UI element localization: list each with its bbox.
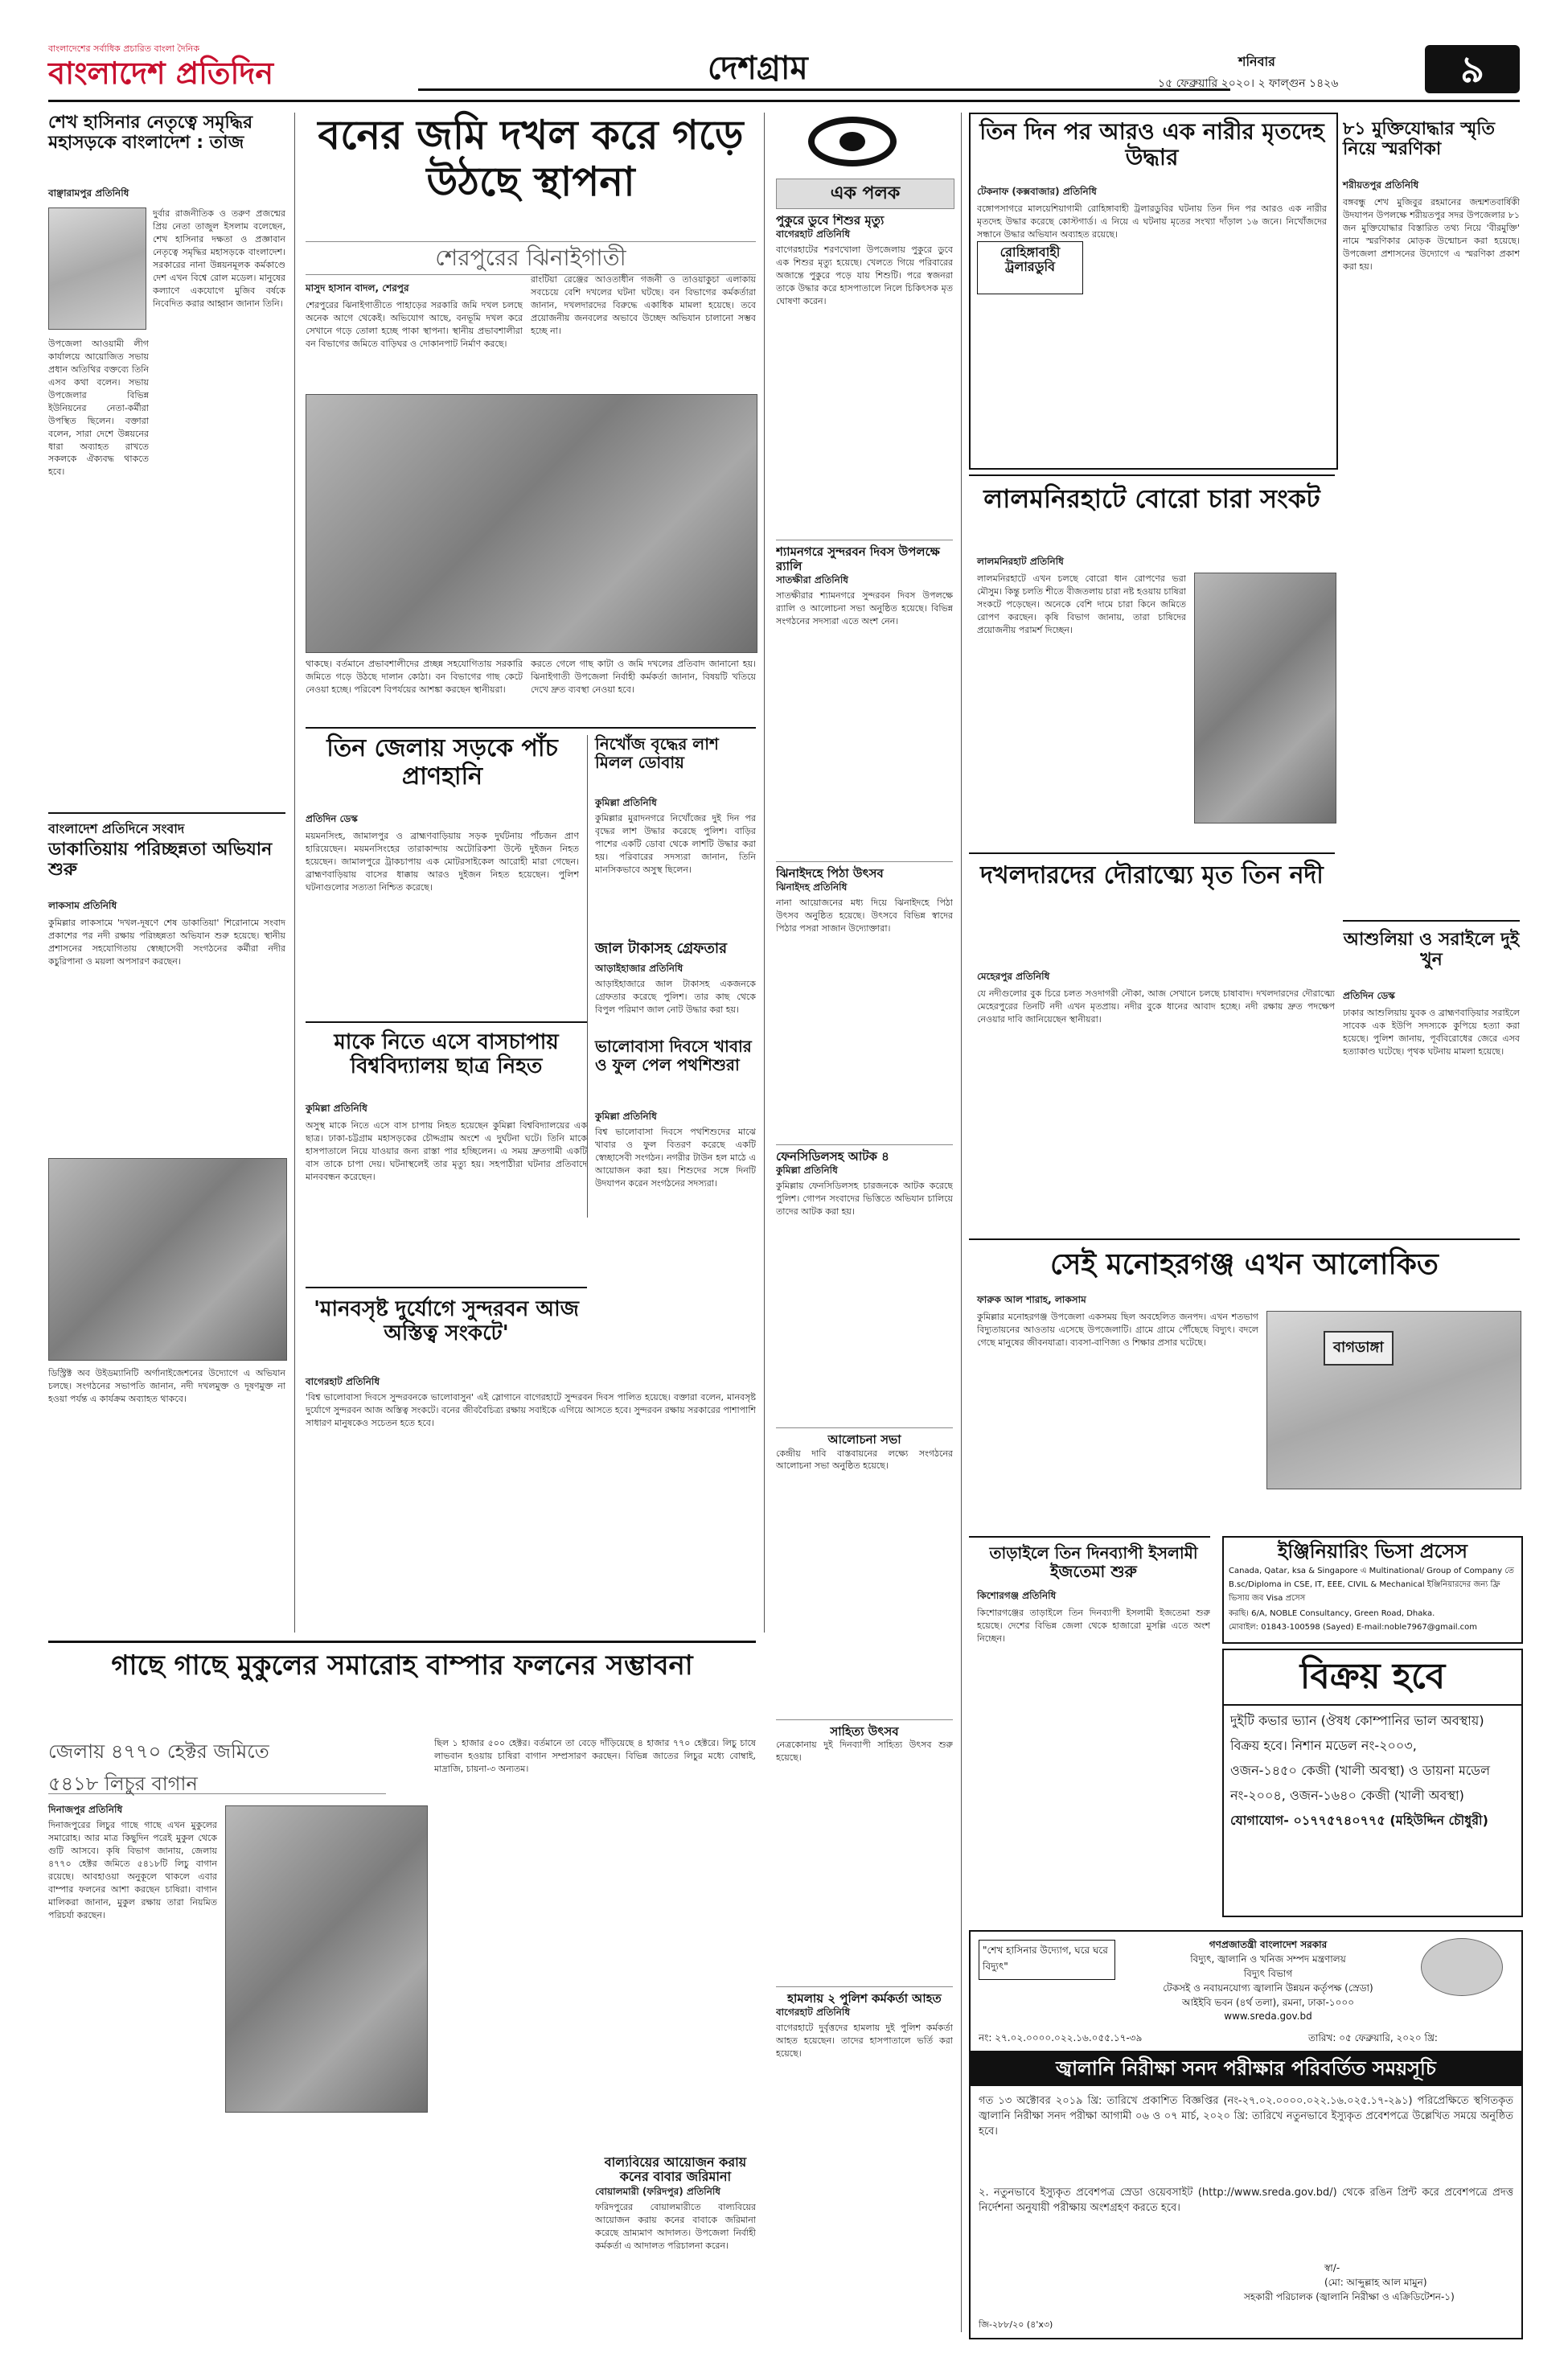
govt-ad-code: জি-২৮৮/২০ (৪'x৩) [979, 2319, 1053, 2330]
byline-manohargonj: ফারুক আল শারাহ, লাকসাম [977, 1294, 1086, 1305]
page-number [1425, 45, 1520, 93]
brief-body: বাগেরহাটে দুর্বৃত্তদের হামলায় দুই পুলিশ কর্মকর্তা আহত হয়েছেন। তাদের হাসপাতালে ভর্তি করা হয়েছে। [776, 2023, 953, 2059]
govt-emblem [1421, 1938, 1503, 1996]
brief-headline: হামলায় ২ পুলিশ কর্মকর্তা আহত [787, 1990, 942, 2006]
ek-palak-title: এক পলক [830, 183, 901, 203]
govt-org-4: টেকসই ও নবায়নযোগ্য জ্বালানি উন্নয়ন কর্তৃপক্ষ (স্রেডা) [1163, 1982, 1373, 1994]
lead-kicker [306, 241, 756, 275]
lychee-divider [48, 1641, 756, 1643]
child-marriage-body: ফরিদপুরের বোয়ালমারীতে বাল্যবিয়ের আয়োজন করায় কনের বাবাকে জরিমানা করেছে ভ্রাম্যমাণ আদালত। উপজেলা নির্বাহী কর্মকর্তা এ আদালত পরিচালনা করেন। [595, 2201, 756, 2251]
article-body-lychee: দিনাজপুরের লিচুর গাছে গাছে এখন মুকুলের সমারোহ। আর মাত্র কিছুদিন পরেই মুকুল থেকে গুটি আসবে। কৃষি বিভাগ জানায়, জেলায় ৪৭৭০ হেক্টর জমিতে ৫৪১৮টি লিচু বাগান রয়েছে। আবহাওয়া অনুকূলে থাকলে এবার বাম্পার ফলনের আশা করছেন চাষিরা। বাগান মালিকরা জানান, মুকুল রক্ষায় তারা নিয়মিত পরিচর্যা করছেন। [48, 1820, 217, 1920]
headline-three-days: তিন দিন পর আরও এক নারীর মৃতদেহ উদ্ধার [979, 118, 1324, 171]
govt-org-5: আইইবি ভবন (৪র্থ তলা), রমনা, ঢাকা-১০০০ [1182, 1997, 1354, 2008]
road-vrule [587, 735, 588, 1218]
sale-ad-line-2: বিক্রয় হবে। নিশান মডেল নং-২০০৩, [1230, 1737, 1417, 1753]
headline-lychee: গাছে গাছে মুকুলের সমারোহ বাম্পার ফলনের সম্ভাবনা [111, 1649, 693, 1682]
brief-body: কেন্দ্রীয় দাবি বাস্তবায়নের লক্ষ্যে সংগঠনের আলোচনা সভা অনুষ্ঠিত হয়েছে। [776, 1448, 953, 1472]
govt-notice-ad [969, 1930, 1523, 2339]
issue-date: ১৫ ফেব্রুয়ারি ২০২০। ২ ফাল্গুন ১৪২৬ [1158, 77, 1339, 90]
brief-item [776, 1144, 953, 1421]
col1-section-label: বাংলাদেশ প্রতিদিনে সংবাদ [48, 821, 185, 836]
brief-body: সাতক্ষীরার শ্যামনগরে সুন্দরবন দিবস উপলক্ষে র‌্যালি ও আলোচনা সভা অনুষ্ঠিত হয়েছে। বিভিন্ন সংগঠনের সদস্যরা এতে অংশ নেন। [776, 589, 953, 626]
article-body-col1-b: উপজেলা আওয়ামী লীগ কার্যালয়ে আয়োজিত সভায় প্রধান অতিথির বক্তব্যে তিনি এসব কথা বলেন। সভায় উপজেলার বিভিন্ন ইউনিয়নের নেতা-কর্মীরা উপস্থিত ছিলেন। বক্তারা বলেন, সারা দেশে উন্নয়নের ধারা অব্যাহত রাখতে সকলকে ঐক্যবদ্ধ থাকতে হবে। [48, 339, 149, 478]
headline-missing: নিখোঁজ বৃদ্ধের লাশ মিলল ডোবায় [595, 734, 719, 772]
brief-byline: বাগেরহাট প্রতিনিধি [776, 228, 851, 240]
lead-kicker-text: শেরপুরের ঝিনাইগাতী [435, 244, 626, 271]
sundarban-divider [306, 1287, 587, 1288]
lychee-tree-photo [225, 1805, 428, 2113]
ek-palak-list [776, 214, 953, 2337]
brief-item [776, 861, 953, 1138]
headline-rivers: দখলদারদের দৌরাত্ম্যে মৃত তিন নদী [980, 861, 1324, 889]
sale-ad-line-3: ওজন-১৪৫০ কেজী (খালী অবস্থা) ও ডায়না মডেল [1230, 1762, 1491, 1778]
govt-memo-no: নং: ২৭.০২.০০০০.০২২.১৬.০৫৫.১৭-৩৯ [979, 2032, 1143, 2043]
lead-body-a: শেরপুরের ঝিনাইগাতীতে পাহাড়ের সরকারি জমি দখল চলছে অনেক আগে থেকেই। অভিযোগ আছে, বনভূমি দখল করে সেখানে গড়ে তোলা হচ্ছে পাকা স্থাপনা। স্থানীয় প্রভাবশালীরা বন বিভাগের জমিতে বাড়িঘর ও দোকানপাট নির্মাণ করছে। [306, 300, 523, 349]
govt-para-2: ২. নতুনভাবে ইস্যুকৃত প্রবেশপত্র স্রেডা ওয়েবসাইট (http://www.sreda.gov.bd/) থেকে রঙিন প্রিন্ট করে প্রবেশপত্রে প্রদত্ত নির্দেশনা অনুযায়ী পরীক্ষায় অংশগ্রহণ করতে হবে। [979, 2187, 1513, 2214]
article-body-rivers: যে নদীগুলোর বুক চিরে চলত সওদাগরী নৌকা, আজ সেখানে চলছে চাষাবাদ। দখলদারদের দৌরাত্ম্যে মেহেরপুরের তিনটি নদী এখন মৃতপ্রায়। নদীর বুকে ধানের আবাদ হচ্ছে। নদী রক্ষায় দ্রুত পদক্ষেপ নেওয়ার দাবি জানিয়েছেন স্থানীয়রা। [977, 988, 1335, 1025]
byline-student: কুমিল্লা প্রতিনিধি [306, 1103, 367, 1114]
brief-headline: ঝিনাইদহে পিঠা উৎসব [776, 865, 884, 881]
brief-headline: ফেনসিডিলসহ আটক ৪ [776, 1149, 889, 1164]
brief-byline: সাতক্ষীরা প্রতিনিধি [776, 573, 848, 585]
brief-body: নেত্রকোনায় দুই দিনব্যাপী সাহিত্য উৎসব শুরু হয়েছে। [776, 1739, 953, 1763]
ekpalak-vrule [961, 113, 962, 2332]
visa-ad [1222, 1536, 1523, 1644]
headline-valentine: ভালোবাসা দিবসে খাবার ও ফুল পেল পথশিশুরা [595, 1037, 752, 1074]
sale-ad [1222, 1649, 1523, 1917]
govt-memo-date: তারিখ: ০৫ ফেব্রুয়ারি, ২০২০ খ্রি: [1308, 2032, 1438, 2043]
brief-headline: আলোচনা সভা [827, 1432, 901, 1448]
byline-three-days: টেকনাফ (কক্সবাজার) প্রতিনিধি [977, 186, 1097, 197]
brief-byline: কুমিল্লা প্রতিনিধি [776, 1164, 838, 1177]
headline-dakatia: ডাকাতিয়ায় পরিচ্ছন্নতা অভিযান শুরু [48, 840, 273, 881]
headline-manohargonj: সেই মনোহরগঞ্জ এখন আলোকিত [1050, 1248, 1439, 1281]
child-marriage-headline: বাল্যবিয়ের আয়োজন করায় কনের বাবার জরিমানা [604, 2155, 747, 2185]
lychee-kicker-1: জেলায় ৪৭৭০ হেক্টর জমিতে [48, 1740, 269, 1763]
lead-vrule [764, 113, 765, 1633]
article-body-sundarban: 'বিশ্ব ভালোবাসা দিবসে সুন্দরবনকে ভালোবাসুন' এই স্লোগানে বাগেরহাটে সুন্দরবন দিবস পালিত হয়েছে। বক্তারা বলেন, মানবসৃষ্ট দুর্যোগে সুন্দরবন আজ অস্তিত্ব সংকটে। বনের জীববৈচিত্র্য রক্ষায় সবাইকে এগিয়ে আসতে হবে। সুন্দরবন রক্ষায় সরকারের পাশাপাশি সাধারণ মানুষকেও সচেতন হতে হবে। [306, 1392, 756, 1428]
article-body-three-days: বঙ্গোপসাগরে মালয়েশিয়াগামী রোহিঙ্গাবাহী ট্রলারডুবির ঘটনায় তিন দিন পর আরও এক নারীর মৃতদেহ উদ্ধার করেছে কোস্টগার্ড। এ নিয়ে এ ঘটনায় মৃতের সংখ্যা দাঁড়াল ১৬ জনে। নিখোঁজদের সন্ধানে উদ্ধার অভিযান অব্যাহত রয়েছে। [977, 203, 1327, 240]
lychee-kicker-2: ৫৪১৮ লিচুর বাগান [48, 1772, 198, 1795]
rohingya-inset-text: রোহিঙ্গাবাহী ট্রলারডুবি [999, 244, 1061, 275]
masthead-tagline: বাংলাদেশের সর্বাধিক প্রচারিত বাংলা দৈনিক [48, 43, 200, 54]
article-body-valentine: বিশ্ব ভালোবাসা দিবসে পথশিশুদের মাঝে খাবার ও ফুল বিতরণ করেছে একটি স্বেচ্ছাসেবী সংগঠন। নগরীর টাউন হল মাঠে এ আয়োজন করা হয়। শিশুদের সঙ্গে দিনটি উদযাপন করেন সংগঠনের সদস্যরা। [595, 1127, 756, 1189]
article-body-col1-a: দুর্বার রাজনীতিক ও তরুণ প্রজন্মের প্রিয় নেতা তাজুল ইসলাম বলেছেন, শেখ হাসিনার দক্ষতা ও প্রজ্ঞাবান নেতৃত্বে সমৃদ্ধির মহাসড়কে বাংলাদেশ। সরকারের নানা উন্নয়নমূলক কর্মকাণ্ডে দেশ এখন বিশ্বে রোল মডেল। মানুষের কল্যাণে একযোগে মুজিব বর্ষকে নিবেদিত করার আহ্বান জানান তিনি। [153, 208, 285, 309]
govt-org-1: গণপ্রজাতন্ত্রী বাংলাদেশ সরকার [1209, 1939, 1328, 1950]
lychee-tail [48, 2163, 587, 2332]
lead-body-c: থাকছে। বর্তমানে প্রভাবশালীদের প্রচ্ছন্ন সহযোগিতায় সরকারি জমিতে গড়ে উঠছে দালান কোঠা। বন বিভাগের গাছ কেটে নেওয়া হচ্ছে। পরিবেশ বিপর্যয়ের আশঙ্কা করছেন স্থানীয়রা। [306, 659, 523, 695]
sale-ad-line-5: যোগাযোগ- ০১৭৭৫৭৪০৭৭৫ (মহিউদ্দিন চৌধুরী) [1230, 1812, 1488, 1828]
byline-sundarban: বাগেরহাট প্রতিনিধি [306, 1376, 380, 1387]
masthead-divider [48, 100, 1520, 102]
brief-byline: বাগেরহাট প্রতিনিধি [776, 2006, 851, 2018]
village-sign-photo [1266, 1311, 1521, 1489]
article-body-manohargonj: কুমিল্লার মনোহরগঞ্জ উপজেলা একসময় ছিল অবহেলিত জনপদ। এখন শতভাগ বিদ্যুতায়নের আওতায় এসেছে উপজেলাটি। গ্রামে গ্রামে পৌঁছেছে বিদ্যুৎ। বদলে গেছে মানুষের জীবনযাত্রা। ব্যবসা-বাণিজ্য ও শিক্ষার প্রসার ঘটেছে। [977, 1312, 1258, 1348]
visa-ad-title: ইঞ্জিনিয়ারিং ভিসা প্রসেস [1277, 1540, 1468, 1563]
lychee-kicker-box [48, 1737, 386, 1794]
rohingya-inset [977, 241, 1083, 294]
byline-lychee: দিনাজপুর প্রতিনিধি [48, 1804, 123, 1815]
byline-rivers: মেহেরপুর প্রতিনিধি [977, 971, 1050, 982]
headline-sundarban: 'মানবসৃষ্ট দুর্যোগে সুন্দরবন আজ অস্তিত্ব সংকটে' [314, 1297, 579, 1345]
article-body-dakatia-2: ডিস্ট্রিক্ট অব উইডম্যানিটি অর্গানাইজেশনের উদ্যোগে এ অভিযান চলছে। সংগঠনের সভাপতি জানান, নদী দখলমুক্ত ও দূষণমুক্ত না হওয়া পর্যন্ত এ কার্যক্রম অব্যাহত থাকবে। [48, 1368, 285, 1404]
forest-land-photo [306, 394, 757, 653]
brief-body: কুমিল্লায় ফেনসিডিলসহ চারজনকে আটক করেছে পুলিশ। গোপন সংবাদের ভিত্তিতে অভিযান চালিয়ে তাদের আটক করা হয়। [776, 1181, 953, 1218]
article-body-lalmonirhat: লালমনিরহাটে এখন চলছে বোরো ধান রোপণের ভরা মৌসুম। কিন্তু চলতি শীতে বীজতলায় চারা নষ্ট হওয়ায় চাষিরা সংকটে পড়েছেন। অনেকে বেশি দামে চারা কিনে জমিতে রোপণ করছেন। কৃষি বিভাগ জানায়, তারা চাষিদের প্রয়োজনীয় পরামর্শ দিচ্ছেন। [977, 573, 1186, 635]
byline-road: প্রতিদিন ডেস্ক [306, 813, 358, 824]
brief-item [776, 1427, 953, 1712]
brief-body: নানা আয়োজনের মধ্য দিয়ে ঝিনাইদহে পিঠা উৎসব অনুষ্ঠিত হয়েছে। উৎসবে বিভিন্ন স্বাদের পিঠার পসরা সাজান উদ্যোক্তারা। [776, 897, 953, 934]
student-divider [306, 1021, 587, 1023]
headline-murder: আশুলিয়া ও সরাইলে দুই খুন [1343, 930, 1520, 971]
brief-body: বাগেরহাটের শরণখোলা উপজেলায় পুকুরে ডুবে এক শিশুর মৃত্যু হয়েছে। খেলতে গিয়ে পরিবারের অজান্তে পুকুরে পড়ে যায় শিশুটি। পরে স্বজনরা তাকে উদ্ধার করে হাসপাতালে নিলে চিকিৎসক মৃত ঘোষণা করেন। [776, 244, 953, 306]
brief-item [776, 1986, 953, 2183]
article-body-ijtema: কিশোরগঞ্জের তাড়াইলে তিন দিনব্যাপী ইসলামী ইজতেমা শুরু হয়েছে। দেশের বিভিন্ন জেলা থেকে হাজারো মুসল্লি এতে অংশ নিচ্ছেন। [977, 1608, 1210, 1644]
byline-murder: প্রতিদিন ডেস্ক [1343, 990, 1395, 1001]
byline-valentine: কুমিল্লা প্রতিনিধি [595, 1111, 657, 1122]
article-body-missing: কুমিল্লার মুরাদনগরে নিখোঁজের দুই দিন পর বৃদ্ধের লাশ উদ্ধার করেছে পুলিশ। বাড়ির পাশের একটি ডোবা থেকে লাশটি উদ্ধার করা হয়। পরিবারের সদস্যরা জানান, তিনি মানসিকভাবে অসুস্থ ছিলেন। [595, 813, 756, 875]
headline-freedom-fighters: ৮১ মুক্তিযোদ্ধার স্মৃতি নিয়ে স্মরণিকা [1343, 119, 1496, 160]
govt-slogan: "শেখ হাসিনার উদ্যোগ, ঘরে ঘরে বিদ্যুৎ" [979, 1940, 1115, 1980]
govt-sign-2: (মো: আব্দুল্লাহ আল মামুন) [1324, 2277, 1427, 2288]
newspaper-logo: বাংলাদেশ প্রতিদিন [48, 55, 274, 91]
article-body-lychee-2: ছিল ১ হাজার ৫০০ হেক্টর। বর্তমানে তা বেড়ে দাঁড়িয়েছে ৪ হাজার ৭৭০ হেক্টরে। লিচু চাষে লাভবান হওয়ায় চাষিরা বাগান সম্প্রসারণ করছেন। বিভিন্ন জাতের লিচুর মধ্যে বোম্বাই, মাদ্রাজি, চায়না-৩ অন্যতম। [434, 1738, 756, 1774]
brief-byline: ঝিনাইদহ প্রতিনিধি [776, 881, 848, 893]
seedling-photo [1194, 573, 1336, 824]
headline-fake-money: জাল টাকাসহ গ্রেফতার [595, 940, 728, 957]
sale-ad-line-4: নং-২০০৪, ওজন-১৬৪০ কেজী (খালী অবস্থা) [1230, 1787, 1464, 1803]
visa-ad-line-3: মোবাইল: 01843-100598 (Sayed) E-mail:noble7967@gmail.com [1229, 1622, 1478, 1632]
page-number-text: ৯ [1460, 47, 1484, 91]
govt-org-3: বিদ্যুৎ বিভাগ [1243, 1968, 1293, 1979]
rivers-divider [969, 852, 1335, 854]
govt-notice-title: জ্বালানি নিরীক্ষা সনদ পরীক্ষার পরিবর্তিত সময়সূচি [971, 2051, 1521, 2086]
byline-laksam: লাকসাম প্রতিনিধি [48, 900, 117, 911]
ijtema-divider [969, 1536, 1210, 1538]
eye-icon [808, 117, 897, 166]
headline-ijtema: তাড়াইলে তিন দিনব্যাপী ইসলামী ইজতেমা শুরু [989, 1543, 1198, 1581]
visa-ad-line-2: করছি। 6/A, NOBLE Consultancy, Green Road, Dhaka. [1229, 1608, 1435, 1618]
politician-photo [48, 207, 146, 330]
col1-divider [48, 812, 285, 814]
visa-ad-line-1: Canada, Qatar, ksa & Singapore এ Multinational/ Group of Company তে B.sc/Diploma in CSE, IT, EEE, CIVIL & Mechanical ইঞ্জিনিয়ারদের জন্য ফ্রি ভিসায় জব Visa প্রসেস [1229, 1566, 1514, 1603]
govt-para-1: গত ১৩ অক্টোবর ২০১৯ খ্রি: তারিখে প্রকাশিত বিজ্ঞপ্তির (নং-২৭.০২.০০০০.০২২.১৬.০২৫.১৭-২৯১) পরিপ্রেক্ষিতে স্থগিতকৃত জ্বালানি নিরীক্ষা সনদ পরীক্ষা আগামী ০৬ ও ০৭ মার্চ, ২০২০ খ্রি: তারিখে নতুনভাবে ইস্যুকৃত প্রবেশপত্রে উল্লেখিত সময়ে অনুষ্ঠিত হবে। [979, 2095, 1513, 2138]
manohar-divider [969, 1238, 1520, 1240]
child-marriage-byline: বোয়ালমারী (ফরিদপুর) প্রতিনিধি [595, 2185, 721, 2197]
govt-org-2: বিদ্যুৎ, জ্বালানি ও খনিজ সম্পদ মন্ত্রণালয় [1190, 1953, 1346, 1965]
govt-org-6: www.sreda.gov.bd [1224, 2011, 1312, 2022]
byline-ijtema: কিশোরগঞ্জ প্রতিনিধি [977, 1590, 1057, 1601]
section-title: দেশগ্রাম [708, 50, 808, 87]
headline-lalmonirhat: লালমনিরহাটে বোরো চারা সংকট [983, 483, 1320, 514]
brief-headline: সাহিত্য উৎসব [830, 1723, 899, 1739]
article-body-dakatia: কুমিল্লার লাকসামে 'দখল-দূষণে শেষ ডাকাতিয়া' শিরোনামে সংবাদ প্রকাশের পর নদী রক্ষায় পরিচ্ছন্নতা অভিযান শুরু হয়েছে। স্থানীয় প্রশাসনের সহযোগিতায় স্বেচ্ছাসেবী সংগঠনের কর্মীরা নদীর কচুরিপানা ও ময়লা অপসারণ করছেন। [48, 918, 285, 967]
byline-missing: কুমিল্লা প্রতিনিধি [595, 797, 657, 808]
headline-student-killed: মাকে নিতে এসে বাসচাপায় বিশ্ববিদ্যালয় ছাত্র নিহত [334, 1030, 559, 1078]
village-sign-text: বাগডাঙ্গা [1324, 1331, 1394, 1366]
article-body-murder: ঢাকার আশুলিয়ায় যুবক ও ব্রাহ্মণবাড়িয়ার সরাইলে সাবেক এক ইউপি সদস্যকে কুপিয়ে হত্যা করা হয়েছে। পুলিশ জানায়, পূর্ববিরোধের জেরে এসব হত্যাকাণ্ড ঘটেছে। পৃথক ঘটনায় মামলা হয়েছে। [1343, 1008, 1520, 1057]
byline-lalmonirhat: লালমনিরহাট প্রতিনিধি [977, 556, 1064, 567]
child-marriage-block [595, 2155, 756, 2332]
issue-day: শনিবার [1238, 54, 1275, 69]
article-body-student: অসুস্থ মাকে নিতে এসে বাস চাপায় নিহত হয়েছেন কুমিল্লা বিশ্ববিদ্যালয়ের এক ছাত্র। ঢাকা-চট্টগ্রাম মহাসড়কের চৌদ্দগ্রাম অংশে এ দুর্ঘটনা ঘটে। তিনি মাকে হাসপাতালে নিয়ে যাওয়ার জন্য রাস্তা পার হচ্ছিলেন। এ সময় দ্রুতগামী একটি বাস তাকে চাপা দেয়। ঘটনাস্থলেই তার মৃত্যু হয়। সহপাঠীরা ঘটনার প্রতিবাদে মানববন্ধন করেছেন। [306, 1120, 587, 1182]
brief-item [776, 540, 953, 855]
lead-byline: মাসুদ হাসান বাদল, শেরপুর [306, 282, 409, 294]
lalmonirhat-divider [969, 474, 1335, 476]
col1-vrule [294, 113, 295, 1633]
article-body-fake-money: আড়াইহাজারে জাল টাকাসহ একজনকে গ্রেফতার করেছে পুলিশ। তার কাছ থেকে বিপুল পরিমাণ জাল নোট উদ্ধার করা হয়। [595, 979, 756, 1015]
byline-banchharampur: বাঞ্ছারামপুর প্রতিনিধি [48, 187, 129, 199]
govt-sign-3: সহকারী পরিচালক (জ্বালানি নিরীক্ষা ও এক্রিডিটেশন-১) [1244, 2291, 1455, 2302]
lead-body-d: করতে গেলে গাছ কাটা ও জমি দখলের প্রতিবাদ জানানো হয়। ঝিনাইগাতী উপজেলা নির্বাহী কর্মকর্তা জানান, বিষয়টি খতিয়ে দেখে দ্রুত ব্যবস্থা নেওয়া হবে। [531, 659, 756, 695]
headline-road-accidents: তিন জেলায় সড়কে পাঁচ প্রাণহানি [326, 734, 558, 791]
lead-divider [306, 727, 756, 729]
brief-item [776, 214, 953, 533]
govt-sign-1: স্বা/- [1324, 2262, 1340, 2273]
murder-divider [1343, 920, 1520, 922]
ek-palak-banner [776, 179, 954, 209]
brief-headline: পুকুরে ডুবে শিশুর মৃত্যু [776, 214, 885, 228]
byline-fake-money: আড়াইহাজার প্রতিনিধি [595, 963, 683, 974]
sale-ad-line-1: দুইটি কভার ভ্যান (ঔষধ কোম্পানির ভাল অবস্থায়) [1230, 1712, 1484, 1728]
sale-ad-title: বিক্রয় হবে [1224, 1650, 1521, 1706]
lead-headline: বনের জমি দখল করে গড়ে উঠছে স্থাপনা [318, 112, 744, 205]
byline-freedom: শরীয়তপুর প্রতিনিধি [1343, 179, 1419, 191]
headline-sheikh-hasina: শেখ হাসিনার নেতৃত্বে সমৃদ্ধির মহাসড়কে বাংলাদেশ : তাজ [48, 113, 253, 154]
article-body-freedom: বঙ্গবন্ধু শেখ মুজিবুর রহমানের জন্মশতবার্ষিকী উদযাপন উপলক্ষে শরীয়তপুর সদর উপজেলার ৮১ জন মুক্তিযোদ্ধার বিস্তারিত তথ্য নিয়ে 'বীরমুক্তি' নামে স্মরণিকার মোড়ক উন্মোচন করা হয়েছে। উপজেলা প্রশাসনের উদ্যোগে এ স্মরণিকা প্রকাশ করা হয়। [1343, 197, 1520, 272]
cleanup-photo [48, 1158, 287, 1361]
brief-headline: শ্যামনগরে সুন্দরবন দিবস উপলক্ষে র‌্যালি [776, 544, 940, 573]
brief-item [776, 1719, 953, 1980]
section-banner [418, 47, 1230, 91]
article-body-road: ময়মনসিংহ, জামালপুর ও ব্রাহ্মণবাড়িয়ায় সড়ক দুর্ঘটনায় পাঁচজন প্রাণ হারিয়েছেন। ময়মনসিংহের তারাকান্দায় অটোরিকশা উল্টে দুইজন নিহত হয়েছেন। জামালপুরে ট্রাকচাপায় এক মোটরসাইকেল আরোহী মারা গেছেন। ব্রাহ্মণবাড়িয়ায় বাসের ধাক্কায় আরও দুইজন নিহত হয়েছেন। পুলিশ ঘটনাগুলোর সত্যতা নিশ্চিত করেছে। [306, 831, 579, 893]
lead-body-b: রাংটিয়া রেঞ্জের আওতাধীন গজনী ও তাওয়াকুচা এলাকায় সবচেয়ে বেশি দখলের ঘটনা ঘটছে। বন বিভাগের কর্মকর্তারা জানান, দখলদারদের বিরুদ্ধে একাধিক মামলা হয়েছে। তবে প্রয়োজনীয় জনবলের অভাবে উচ্ছেদ অভিযান চালানো সম্ভব হচ্ছে না। [531, 274, 756, 336]
